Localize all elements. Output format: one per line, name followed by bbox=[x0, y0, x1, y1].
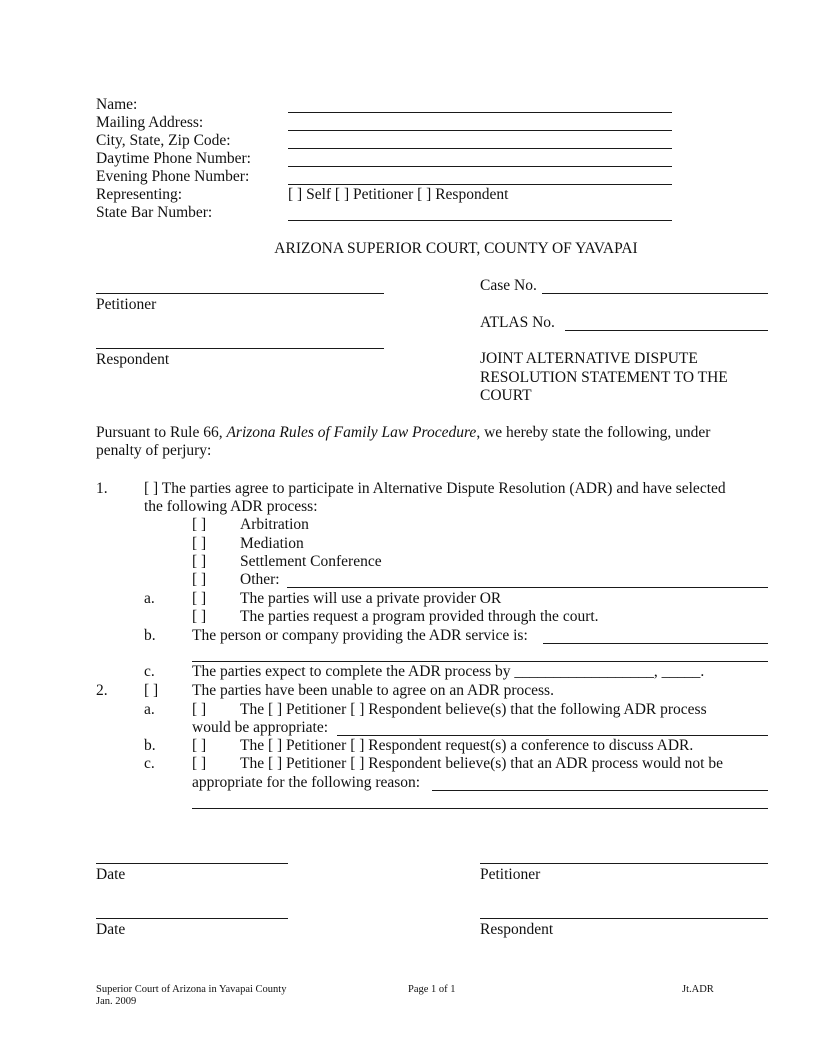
adr-provider-field-2[interactable] bbox=[192, 661, 768, 662]
settlement-conference-checkbox[interactable]: [ ] bbox=[192, 553, 207, 570]
adr-provider-label: The person or company providing the ADR service is: bbox=[192, 627, 528, 644]
state-bar-label: State Bar Number: bbox=[96, 204, 213, 221]
item-2-checkbox[interactable]: [ ] bbox=[144, 682, 159, 699]
other-field[interactable] bbox=[287, 587, 768, 588]
reason-field-2[interactable] bbox=[192, 808, 768, 809]
case-no-label: Case No. bbox=[480, 277, 537, 294]
name-label: Name: bbox=[96, 96, 138, 113]
item-2b-label: b. bbox=[144, 737, 156, 754]
item-1b-label: b. bbox=[144, 627, 156, 644]
petitioner-signature-line[interactable] bbox=[480, 863, 768, 864]
respondent-signature-label: Respondent bbox=[480, 921, 554, 938]
intro-pre: Pursuant to Rule 66, bbox=[96, 424, 223, 441]
court-program-label: The parties request a program provided through the court. bbox=[240, 608, 599, 625]
petitioner-caption-label: Petitioner bbox=[96, 296, 157, 313]
item-2c-text[interactable]: The [ ] Petitioner [ ] Respondent believe(s) that an ADR process would not be bbox=[240, 755, 723, 772]
footer-form-code: Jt.ADR bbox=[682, 984, 714, 995]
arbitration-checkbox[interactable]: [ ] bbox=[192, 516, 207, 533]
mailing-address-label: Mailing Address: bbox=[96, 114, 204, 131]
other-checkbox[interactable]: [ ] bbox=[192, 571, 207, 588]
date-label-2: Date bbox=[96, 921, 126, 938]
item-2a-checkbox[interactable]: [ ] bbox=[192, 701, 207, 718]
mailing-address-field[interactable] bbox=[288, 130, 672, 131]
private-provider-label: The parties will use a private provider OR bbox=[240, 590, 502, 607]
item-2-text: The parties have been unable to agree on an ADR process. bbox=[192, 682, 554, 699]
date-label-1: Date bbox=[96, 866, 126, 883]
intro-line-1 bbox=[96, 424, 710, 442]
date-line-1[interactable] bbox=[96, 863, 288, 864]
court-title: ARIZONA SUPERIOR COURT, COUNTY OF YAVAPAI bbox=[274, 240, 638, 257]
petitioner-signature-label: Petitioner bbox=[480, 866, 541, 883]
item-2b-text[interactable]: The [ ] Petitioner [ ] Respondent request(s) a conference to discuss ADR. bbox=[240, 737, 694, 754]
item-2c-text-cont: appropriate for the following reason: bbox=[192, 774, 421, 791]
respondent-caption-label: Respondent bbox=[96, 351, 170, 368]
item-1-text[interactable]: [ ] The parties agree to participate in Alternative Dispute Resolution (ADR) and have selected bbox=[144, 480, 726, 497]
rule-citation: Arizona Rules of Family Law Procedure bbox=[226, 424, 477, 441]
item-1-text-cont: the following ADR process: bbox=[144, 498, 318, 515]
daytime-phone-label: Daytime Phone Number: bbox=[96, 150, 251, 167]
date-line-2[interactable] bbox=[96, 918, 288, 919]
appropriate-process-field[interactable] bbox=[337, 735, 768, 736]
private-provider-checkbox[interactable]: [ ] bbox=[192, 590, 207, 607]
settlement-conference-label: Settlement Conference bbox=[240, 553, 382, 570]
representing-label: Representing: bbox=[96, 186, 183, 203]
atlas-no-field[interactable] bbox=[565, 330, 768, 331]
document-title-line-1: JOINT ALTERNATIVE DISPUTE bbox=[480, 350, 698, 367]
city-state-zip-field[interactable] bbox=[288, 148, 672, 149]
item-2-number: 2. bbox=[96, 682, 108, 699]
respondent-signature-line[interactable] bbox=[480, 918, 768, 919]
item-1a-label: a. bbox=[144, 590, 155, 607]
item-1-number: 1. bbox=[96, 480, 108, 497]
reason-field[interactable] bbox=[432, 790, 768, 791]
city-state-zip-label: City, State, Zip Code: bbox=[96, 132, 231, 149]
item-2b-checkbox[interactable]: [ ] bbox=[192, 737, 207, 754]
footer-page: Page 1 of 1 bbox=[408, 984, 456, 995]
representing-options[interactable]: [ ] Self [ ] Petitioner [ ] Respondent bbox=[288, 186, 509, 203]
item-2c-label: c. bbox=[144, 755, 155, 772]
petitioner-name-line[interactable] bbox=[96, 293, 384, 294]
intro-line-2: penalty of perjury: bbox=[96, 442, 212, 459]
item-2a-text[interactable]: The [ ] Petitioner [ ] Respondent believe(s) that the following ADR process bbox=[240, 701, 707, 718]
footer-date: Jan. 2009 bbox=[96, 996, 137, 1007]
completion-date-text[interactable]: The parties expect to complete the ADR process by __________________, _____. bbox=[192, 663, 705, 680]
document-title-line-3: COURT bbox=[480, 387, 532, 404]
daytime-phone-field[interactable] bbox=[288, 166, 672, 167]
evening-phone-field[interactable] bbox=[288, 184, 672, 185]
evening-phone-label: Evening Phone Number: bbox=[96, 168, 250, 185]
arbitration-label: Arbitration bbox=[240, 516, 309, 533]
mediation-label: Mediation bbox=[240, 535, 304, 552]
other-label: Other: bbox=[240, 571, 280, 588]
intro-post: , we hereby state the following, under bbox=[476, 424, 711, 441]
atlas-no-label: ATLAS No. bbox=[480, 314, 555, 331]
state-bar-field[interactable] bbox=[288, 220, 672, 221]
item-2a-text-cont: would be appropriate: bbox=[192, 719, 329, 736]
item-2a-label: a. bbox=[144, 701, 155, 718]
item-2c-checkbox[interactable]: [ ] bbox=[192, 755, 207, 772]
respondent-name-line[interactable] bbox=[96, 348, 384, 349]
item-1c-label: c. bbox=[144, 663, 155, 680]
name-field[interactable] bbox=[288, 112, 672, 113]
case-no-field[interactable] bbox=[542, 293, 768, 294]
document-title-line-2: RESOLUTION STATEMENT TO THE bbox=[480, 369, 728, 386]
mediation-checkbox[interactable]: [ ] bbox=[192, 535, 207, 552]
court-program-checkbox[interactable]: [ ] bbox=[192, 608, 207, 625]
footer-court: Superior Court of Arizona in Yavapai County bbox=[96, 984, 287, 995]
adr-provider-field[interactable] bbox=[543, 643, 768, 644]
